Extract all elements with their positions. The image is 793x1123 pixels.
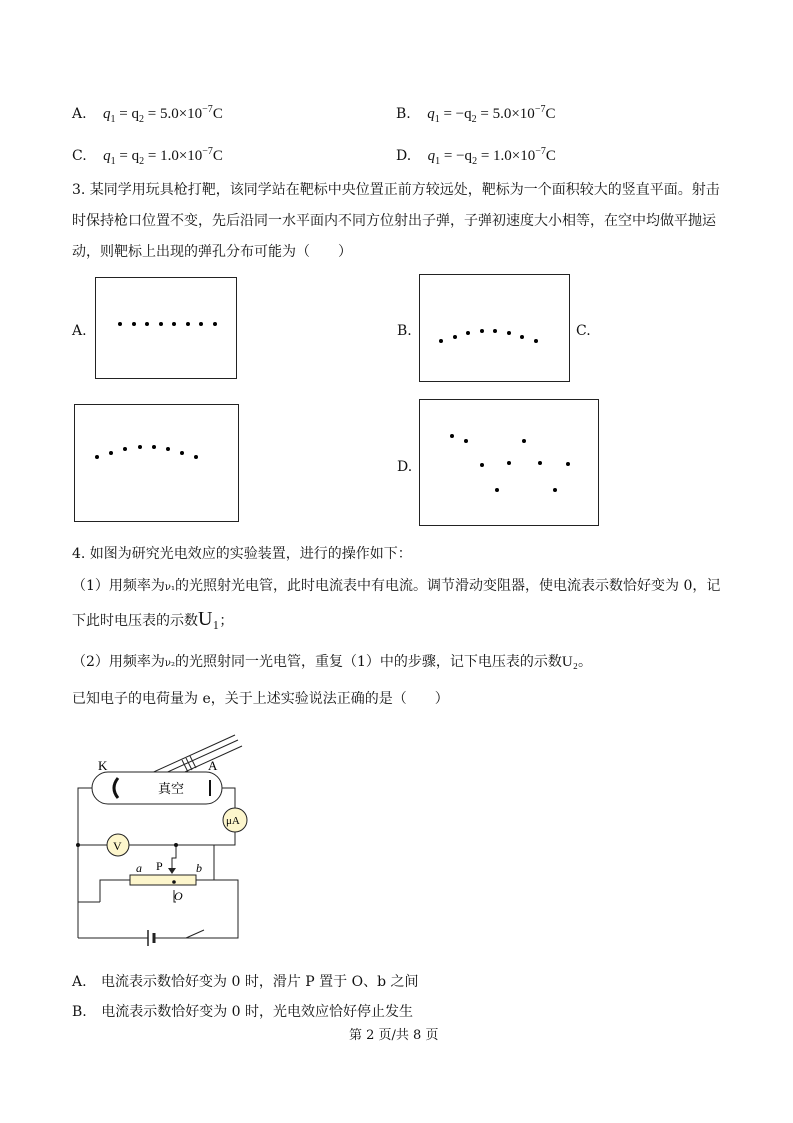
bullet-hole: [450, 434, 454, 438]
answer-a: A. 电流表示数恰好变为 0 时，滑片 P 置于 O、b 之间: [72, 974, 419, 990]
bullet-hole: [118, 322, 122, 326]
bullet-hole: [553, 488, 557, 492]
bullet-hole: [166, 447, 170, 451]
label-a: a: [136, 861, 142, 875]
bullet-hole: [213, 322, 217, 326]
bullet-hole: [152, 445, 156, 449]
bullet-hole: [495, 488, 499, 492]
bullet-hole: [132, 322, 136, 326]
label-K: K: [98, 758, 108, 773]
option-b: B. $q_1 = -q_2 = 5.0\times 10^{-7}C$: [396, 104, 556, 125]
target-d-label: D.: [397, 459, 413, 475]
bullet-hole: [522, 439, 526, 443]
bullet-hole: [439, 339, 443, 343]
bullet-hole: [566, 462, 570, 466]
target-a-label: A.: [72, 323, 87, 339]
answer-b: B. 电流表示数恰好变为 0 时，光电效应恰好停止发生: [72, 1004, 414, 1020]
bullet-hole: [493, 329, 497, 333]
label-b: b: [196, 861, 202, 875]
q3-line-1: 3. 某同学用玩具枪打靶，该同学站在靶标中央位置正前方较远处，靶标为一个面积较大的竖直平面。射击: [72, 182, 720, 198]
option-letter: D.: [396, 148, 412, 164]
bullet-hole: [480, 463, 484, 467]
voltmeter-label: V: [113, 839, 122, 853]
target-b: [419, 274, 570, 382]
option-letter: B.: [396, 106, 411, 122]
page-footer: 第 2 页/共 8 页: [349, 1028, 439, 1043]
q4-step-2: （2）用频率为ν₂的光照射同一光电管，重复（1）中的步骤，记下电压表的示数U₂。: [72, 654, 592, 670]
label-vacuum: 真空: [158, 782, 185, 797]
bullet-hole: [466, 331, 470, 335]
battery-icon: [148, 930, 154, 946]
q4-step-1-cont: 下此时电压表的示数U₁；: [72, 608, 234, 630]
bullet-hole: [186, 322, 190, 326]
bullet-hole: [95, 455, 99, 459]
slider-p-icon: [168, 868, 176, 874]
option-d: D. $q_1 = -q_2 = 1.0\times 10^{-7}C$: [396, 146, 556, 167]
bullet-hole: [534, 339, 538, 343]
bullet-hole: [520, 335, 524, 339]
target-c: [74, 404, 239, 522]
bullet-hole: [145, 322, 149, 326]
target-b-label: B.: [397, 323, 412, 339]
q3-line-3: 动，则靶标上出现的弹孔分布可能为（ ）: [72, 244, 352, 260]
rheostat-icon: [130, 875, 196, 885]
bullet-hole: [538, 461, 542, 465]
bullet-hole: [199, 322, 203, 326]
option-c: C. $q_1 = q_2 = 1.0\times 10^{-7}C$: [72, 146, 223, 167]
target-a: [95, 277, 237, 379]
label-O: O: [174, 889, 183, 903]
option-letter: C.: [72, 148, 87, 164]
option-letter: A.: [72, 106, 87, 122]
bullet-hole: [138, 445, 142, 449]
bullet-hole: [480, 329, 484, 333]
bullet-hole: [507, 461, 511, 465]
photocell-tube: [92, 772, 222, 804]
bullet-hole: [464, 439, 468, 443]
ammeter-label: μA: [226, 815, 240, 827]
q3-line-2: 时保持枪口位置不变，先后沿同一水平面内不同方位射出子弹，子弹初速度大小相等，在空中均做平抛运: [72, 213, 716, 229]
q4-step-1: （1）用频率为ν₁的光照射光电管，此时电流表中有电流。调节滑动变阻器，使电流表示数恰好变为 0，记: [72, 578, 721, 594]
bullet-hole: [507, 331, 511, 335]
bullet-hole: [159, 322, 163, 326]
label-A: A: [208, 758, 218, 773]
q4-line-1: 4. 如图为研究光电效应的实验装置，进行的操作如下：: [72, 546, 412, 562]
target-c-label: C.: [576, 323, 591, 339]
q4-known: 已知电子的电荷量为 e，关于上述实验说法正确的是（ ）: [72, 691, 449, 707]
bullet-hole: [453, 335, 457, 339]
bullet-hole: [172, 322, 176, 326]
label-P: P: [156, 859, 163, 873]
option-a: A. $q_1 = q_2 = 5.0\times 10^{-7}C$: [72, 104, 223, 125]
photoelectric-circuit-diagram: [70, 730, 260, 955]
switch-icon: [186, 930, 204, 938]
